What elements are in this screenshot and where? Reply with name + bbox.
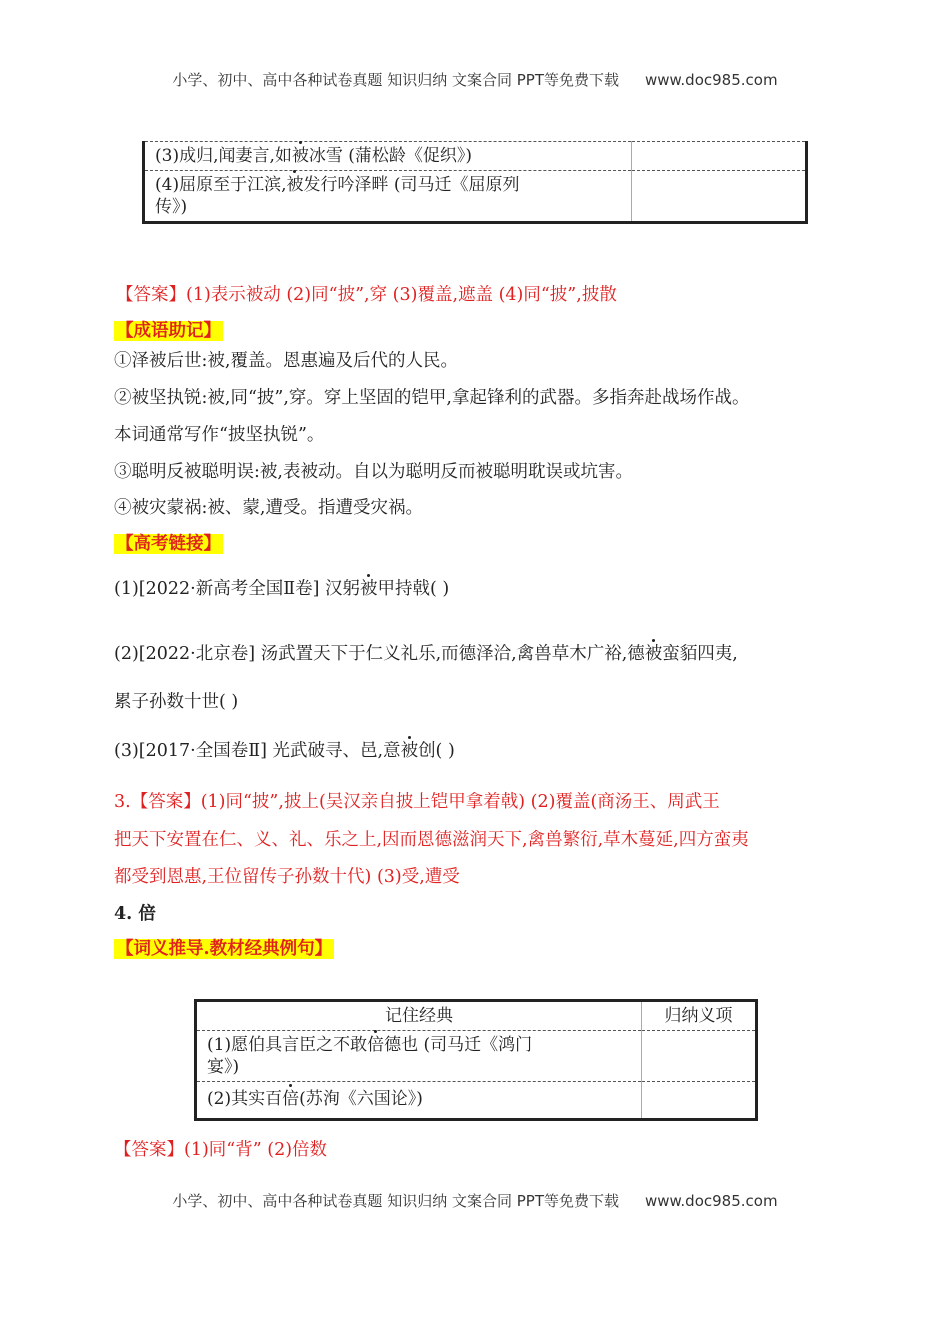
section-4-tag: 【词义推导.教材经典例句】 (116, 939, 333, 959)
idiom-item: 本词通常写作“披坚执锐”。 (114, 425, 325, 445)
table-cell-meaning (642, 1082, 757, 1120)
answer-3-line: 把天下安置在仁、义、礼、乐之上,因而恩德滋润天下,禽兽繁衍,草木蔓延,四方蛮夷 (114, 830, 749, 850)
table-row (196, 1082, 757, 1120)
answer-3-line: 都受到恩惠,王位留传子孙数十代) (3)受,遭受 (114, 867, 460, 887)
idiom-item: ③聪明反被聪明误:被,表被动。自以为聪明反而被聪明耽误或坑害。 (114, 462, 633, 482)
idiom-item: ④被灾蒙祸:被、蒙,遭受。指遭受灾祸。 (114, 498, 423, 518)
page-header (0, 69, 950, 90)
gaokao-question-2-cont: 累子孙数十世( ) (114, 692, 239, 712)
table-header-row (196, 1001, 757, 1031)
table-head-right: 归纳义项 (664, 1006, 733, 1026)
table-cell-example: (4)屈原至于江滨,被发行吟泽畔 (司马迁《屈原列 传》) (144, 171, 632, 223)
table-cell-meaning (632, 171, 807, 223)
page-footer (0, 1190, 950, 1211)
example-table-2 (194, 999, 758, 1121)
gaokao-title: 【高考链接】 (116, 534, 221, 554)
example-table-1 (142, 141, 808, 224)
table-row (144, 142, 807, 171)
footer-site-link[interactable]: www.doc985.com (644, 1192, 778, 1210)
table-cell-example: (1)愿伯具言臣之不敢倍德也 (司马迁《鸿门 宴》) (196, 1031, 642, 1082)
table-cell-meaning (642, 1031, 757, 1082)
idiom-item: ①泽被后世:被,覆盖。恩惠遍及后代的人民。 (114, 351, 458, 371)
header-text: 小学、初中、高中各种试卷真题 知识归纳 文案合同 PPT等免费下载 (172, 71, 619, 89)
section-4-title: 4. 倍 (114, 904, 156, 924)
table-head-left: 记住经典 (196, 1001, 642, 1031)
table-row (144, 171, 807, 223)
gaokao-question-3: (3)[2017·全国卷Ⅱ] 光武破寻、邑,意被创( ) (114, 741, 455, 761)
answer-1: 【答案】(1)表示被动 (2)同“披”,穿 (3)覆盖,遮盖 (4)同“披”,披散 (116, 285, 617, 305)
answer-4: 【答案】(1)同“背” (2)倍数 (114, 1140, 328, 1160)
idiom-item: ②被坚执锐:被,同“披”,穿。穿上坚固的铠甲,拿起锋利的武器。多指奔赴战场作战。 (114, 388, 750, 408)
gaokao-question-1: (1)[2022·新高考全国Ⅱ卷] 汉躬被甲持戟( ) (114, 579, 450, 599)
table-cell-example: (2)其实百倍(苏洵《六国论》) (196, 1082, 642, 1120)
footer-text: 小学、初中、高中各种试卷真题 知识归纳 文案合同 PPT等免费下载 (172, 1192, 619, 1210)
table-cell-example: (3)成归,闻妻言,如被冰雪 (蒲松龄《促织》) (144, 142, 632, 171)
answer-3-line: 3.【答案】(1)同“披”,披上(吴汉亲自披上铠甲拿着戟) (2)覆盖(商汤王、周武王 (114, 792, 720, 812)
table-cell-meaning (632, 142, 807, 171)
idiom-title: 【成语助记】 (116, 321, 221, 341)
gaokao-question-2: (2)[2022·北京卷] 汤武置天下于仁义礼乐,而德泽洽,禽兽草木广裕,德被蛮貊四夷, (114, 644, 738, 664)
header-site-link[interactable]: www.doc985.com (644, 71, 778, 89)
table-row (196, 1031, 757, 1082)
